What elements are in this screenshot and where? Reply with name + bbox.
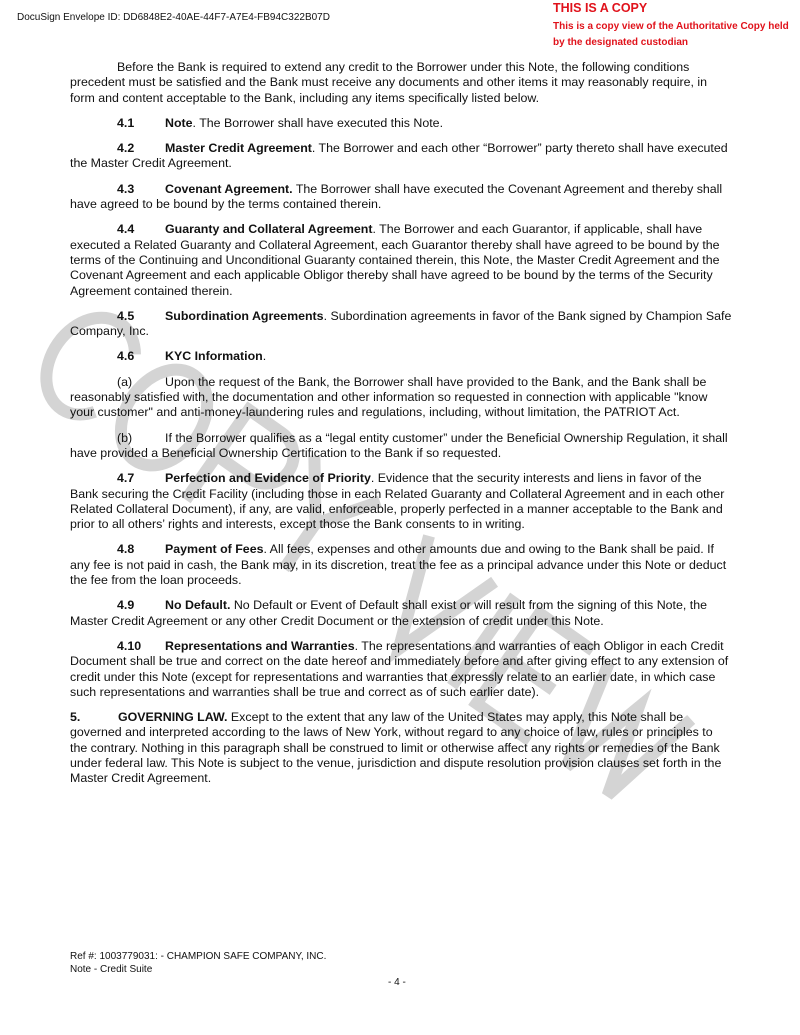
copy-banner-title: THIS IS A COPY: [553, 1, 648, 15]
section-5-governing-law: 5. GOVERNING LAW. Except to the extent that any law of the United States may apply, this Note shall be governed and interpreted according to the laws of New York, without regard to any choice of law, rules or principles to the contrary. Nothing in this paragraph shall be construed to limit or otherwise affect any rights or remedies of the Bank under federal law. This Note is subject to the venue, jurisdiction and dispute resolution provision clauses set forth in the Master Credit Agreement.: [70, 710, 722, 786]
section-4-1: 4.1 Note. The Borrower shall have executed this Note.: [117, 115, 444, 130]
document-body: [70, 60, 732, 797]
envelope-id: DocuSign Envelope ID: DD6848E2-40AE-44F7-A7E4-FB94C322B07D: [17, 12, 330, 23]
copy-banner-subtitle: This is a copy view of the Authoritative Copy held by the designated custodian: [553, 21, 789, 48]
section-4-6: 4.6 KYC Information.: [117, 349, 267, 364]
footer-reference: Ref #: 1003779031: - CHAMPION SAFE COMPANY, INC. Note - Credit Suite: [70, 951, 327, 975]
section-4-5: 4.5 Subordination Agreements. Subordination agreements in favor of the Bank signed by Champion Safe Company, Inc.: [70, 308, 732, 339]
section-4-3: 4.3 Covenant Agreement. The Borrower shall have executed the Covenant Agreement and thereby shall have agreed to be bound by the terms contained therein.: [70, 181, 723, 212]
section-4-6-a: (a) Upon the request of the Bank, the Borrower shall have provided to the Bank, and the Bank shall be reasonably satisfied with, the documentation and other information so requested in connection with applicable "know your customer" and anti-money-laundering rules and regulations, including, without limitation, the PATRIOT Act.: [70, 374, 708, 420]
section-4-7: 4.7 Perfection and Evidence of Priority. Evidence that the security interests and liens in favor of the Bank securing the Credit Facility (including those in each Related Guaranty and Collateral Agreement and in each other Related Collateral Document), if any, are valid, enforceable, properly perfected in a manner acceptable to the Bank and prior to all others’ rights and interests, except those the Bank consents to in writing.: [70, 471, 725, 532]
section-4-6-b: (b) If the Borrower qualifies as a “legal entity customer” under the Beneficial Ownership Regulation, it shall have provided a Beneficial Ownership Certification to the Bank if so requested.: [70, 430, 728, 460]
section-4-8: 4.8 Payment of Fees. All fees, expenses and other amounts due and owing to the Bank shall be paid. If any fee is not paid in cash, the Bank may, in its discretion, treat the fee as a principal advance under this Note or deduct the fee from the loan proceeds.: [70, 542, 727, 588]
page-number: - 4 -: [388, 977, 406, 988]
section-4-4: 4.4 Guaranty and Collateral Agreement. The Borrower and each Guarantor, if applicable, shall have executed a Related Guaranty and Collateral Agreement, each Guarantor thereby shall have agreed to be bound by the terms of the Continuing and Unconditional Guaranty contained therein, this Note, the Master Credit Agreement and the Covenant Agreement and each applicable Obligor thereby shall have agreed to be bound by the terms of the Security Agreement contained therein.: [70, 222, 720, 298]
section-4-2: 4.2 Master Credit Agreement. The Borrower and each other “Borrower” party thereto shall have executed the Master Credit Agreement.: [70, 141, 728, 171]
section-4-9: 4.9 No Default. No Default or Event of Default shall exist or will result from the signing of this Note, the Master Credit Agreement or any other Credit Document or the extension of credit under this Note.: [70, 598, 707, 628]
intro-paragraph: Before the Bank is required to extend any credit to the Borrower under this Note, the following conditions precedent must be satisfied and the Bank must receive any documents and other items it may reasonably require, in form and content acceptable to the Bank, including any items specifically listed below.: [70, 60, 708, 105]
section-4-10: 4.10 Representations and Warranties. The representations and warranties of each Obligor in each Credit Document shall be true and correct on the date hereof and immediately before and after giving effect to any extension of credit under this Note (except for representations and warranties that expressly relate to an earlier date, in which case such representations and warranties shall be true and correct as of such earlier date).: [70, 638, 729, 699]
